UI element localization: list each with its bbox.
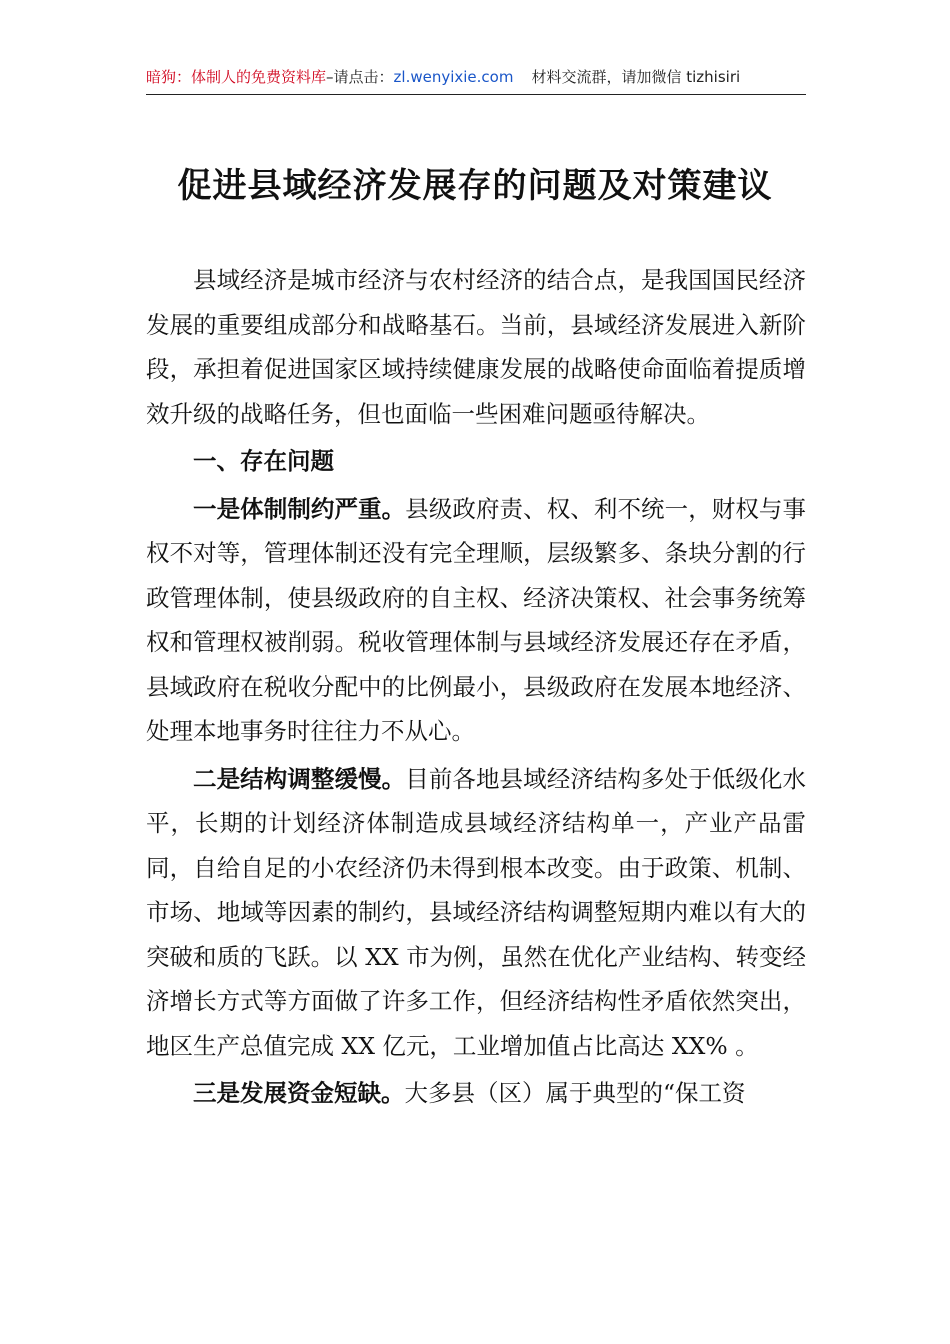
page-header — [146, 66, 806, 95]
problem-2-text: 目前各地县域经济结构多处于低级化水平，长期的计划经济体制造成县域经济结构单一，产业产品雷同，自给自足的小农经济仍未得到根本改变。由于政策、机制、市场、地域等因素的制约，县域经济结构调整短期内难以有大的突破和质的飞跃。以 XX 市为例，虽然在优化产业结构、转变经济增长方式等方面做了许多工作，但经济结构性矛盾依然突出，地区生产总值完成 XX 亿元，工业增加值占比高达 XX% 。 — [146, 764, 807, 1060]
section-heading-text: 一、存在问题 — [193, 447, 334, 475]
problem-1-lead: 一是体制制约严重。 — [193, 494, 406, 523]
problem-paragraph-3 — [146, 1071, 806, 1116]
problem-paragraph-1 — [146, 487, 806, 754]
header-url-link[interactable]: zl.wenyixie.com — [393, 68, 514, 86]
problem-2-lead: 二是结构调整缓慢。 — [193, 764, 406, 793]
problem-3-text: 大多县（区）属于典型的“保工资 — [404, 1079, 746, 1107]
document-title: 促进县域经济发展存的问题及对策建议 — [177, 166, 773, 206]
header-click-prompt: –请点击： — [326, 68, 394, 86]
header-site-name: 暗狗：体制人的免费资料库 — [146, 68, 327, 86]
problem-paragraph-2 — [146, 757, 806, 1069]
problem-3-lead: 三是发展资金短缺。 — [193, 1079, 405, 1107]
problem-1-text: 县级政府责、权、利不统一，财权与事权不对等，管理体制还没有完全理顺，层级繁多、条块分割的行政管理体制，使县级政府的自主权、经济决策权、社会事务统筹权和管理权被削弱。税收管理体制与县域经济发展还存在矛盾，县域政府在税收分配中的比例最小，县级政府在发展本地经济、处理本地事务时往往力不从心。 — [146, 494, 807, 745]
intro-paragraph: 县域经济是城市经济与农村经济的结合点，是我国国民经济发展的重要组成部分和战略基石。当前，县域经济发展进入新阶段，承担着促进国家区域持续健康发展的战略使命面临着提质增效升级的战略任务，但也面临一些困难问题亟待解决。 — [146, 266, 806, 428]
header-group-info: 材料交流群，请加微信 tizhisiri — [531, 68, 741, 86]
document-body — [146, 258, 806, 1116]
section-heading — [146, 439, 806, 484]
